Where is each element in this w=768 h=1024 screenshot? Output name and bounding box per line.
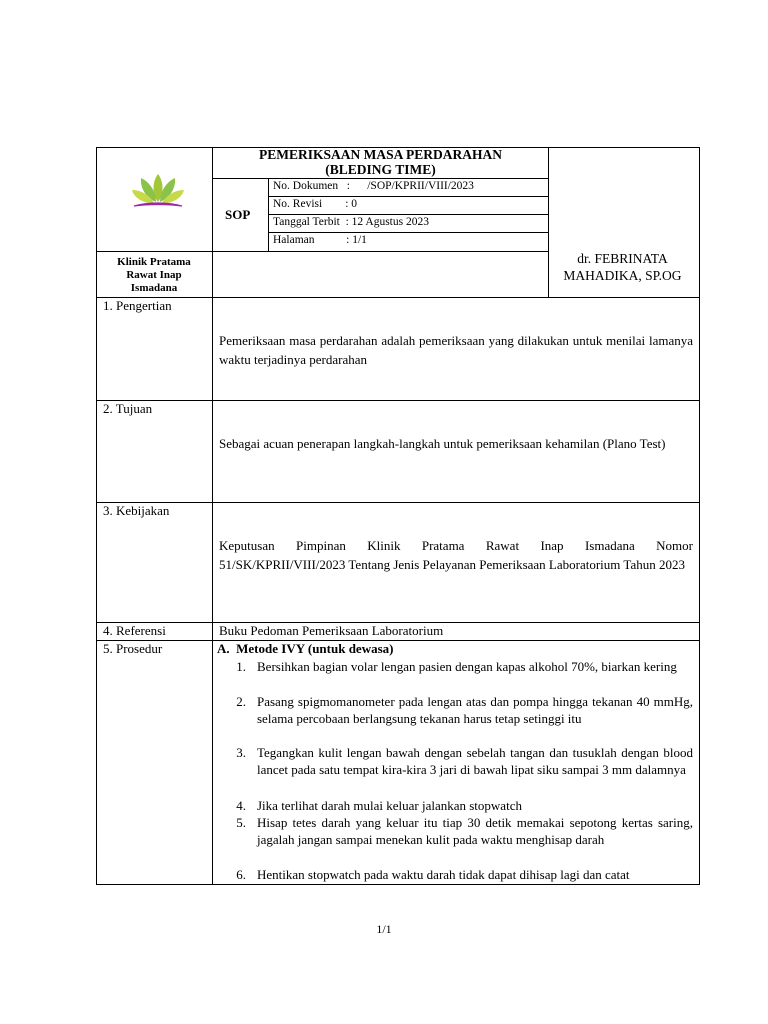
sop-title-line1: PEMERIKSAAN MASA PERDARAHAN bbox=[258, 147, 502, 162]
clinic-name-line3: Ismadana bbox=[130, 282, 178, 294]
row-line bbox=[96, 297, 700, 298]
page-number: 1/1 bbox=[376, 922, 392, 936]
label-kebijakan: 3. Kebijakan bbox=[103, 503, 170, 518]
row-line bbox=[96, 502, 700, 503]
row-line bbox=[96, 640, 700, 641]
signer-line2: MAHADIKA, SP.OG bbox=[563, 268, 682, 283]
header-line bbox=[96, 251, 549, 252]
step-number: 1. bbox=[236, 659, 246, 674]
step-number: 6. bbox=[236, 867, 246, 882]
step-number: 2. bbox=[236, 694, 246, 709]
label-referensi: 4. Referensi bbox=[103, 623, 166, 638]
referensi-text: Buku Pedoman Pemeriksaan Laboratorium bbox=[219, 623, 444, 638]
label-tujuan: 2. Tujuan bbox=[103, 401, 153, 416]
step-text: Bersihkan bagian volar lengan pasien dengan kapas alkohol 70%, biarkan kering bbox=[257, 659, 677, 674]
step-number: 3. bbox=[236, 745, 246, 760]
step-text: Tegangkan kulit lengan bawah dengan sebelah tangan dan tusuklah dengan blood lancet pada satu tempat kira-kira 3 jari di bawah lipat siku sampai 3 mm dalamnya bbox=[257, 745, 693, 778]
step-number: 4. bbox=[236, 798, 246, 813]
clinic-name-line2: Rawat Inap bbox=[126, 269, 182, 281]
sop-title-line2: (BLEDING TIME) bbox=[325, 162, 436, 177]
pengertian-text: Pemeriksaan masa perdarahan adalah pemeriksaan yang dilakukan untuk menilai lamanya waktu terjadinya perdarahan bbox=[219, 333, 693, 367]
lotus-logo-icon bbox=[128, 168, 188, 216]
step-number: 5. bbox=[236, 815, 246, 830]
step-text: Pasang spigmomanometer pada lengan atas dan pompa hingga tekanan 40 mmHg, selama percobaan berlangsung tekanan harus tetap setinggi itu bbox=[257, 694, 693, 727]
header-line bbox=[212, 178, 549, 179]
doc-number: No. Dokumen : /SOP/KPRII/VIII/2023 bbox=[273, 180, 474, 192]
step-text: Hisap tetes darah yang keluar itu tiap 30 detik memakai sepotong kertas saring, jagalah jangan sampai menekan kulit pada waktu menghisap darah bbox=[257, 815, 693, 848]
column-divider bbox=[212, 147, 213, 885]
step-text: Hentikan stopwatch pada waktu darah tidak dapat dihisap lagi dan catat bbox=[257, 867, 630, 882]
label-pengertian: 1. Pengertian bbox=[103, 298, 172, 313]
label-prosedur: 5. Prosedur bbox=[103, 641, 163, 656]
header-line bbox=[268, 232, 549, 233]
revision-number: No. Revisi : 0 bbox=[273, 198, 358, 210]
signer-line1: dr. FEBRINATA bbox=[577, 251, 668, 266]
page-info: Halaman : 1/1 bbox=[273, 234, 367, 246]
issue-date: Tanggal Terbit : 12 Agustus 2023 bbox=[273, 216, 429, 228]
sop-label: SOP bbox=[225, 207, 251, 222]
step-text: Jika terlihat darah mulai keluar jalankan stopwatch bbox=[257, 798, 522, 813]
prosedur-heading: A. Metode IVY (untuk dewasa) bbox=[217, 641, 394, 656]
clinic-name-line1: Klinik Pratama bbox=[117, 256, 191, 268]
header-line bbox=[268, 214, 549, 215]
header-line bbox=[268, 196, 549, 197]
kebijakan-text: Keputusan Pimpinan Klinik Pratama Rawat Inap Ismadana Nomor 51/SK/KPRII/VIII/2023 Tentang Jenis Pelayanan Pemeriksaan Laboratorium Tahun 2023 bbox=[219, 538, 693, 572]
row-line bbox=[96, 400, 700, 401]
tujuan-text: Sebagai acuan penerapan langkah-langkah untuk pemeriksaan kehamilan (Plano Test) bbox=[219, 436, 666, 451]
